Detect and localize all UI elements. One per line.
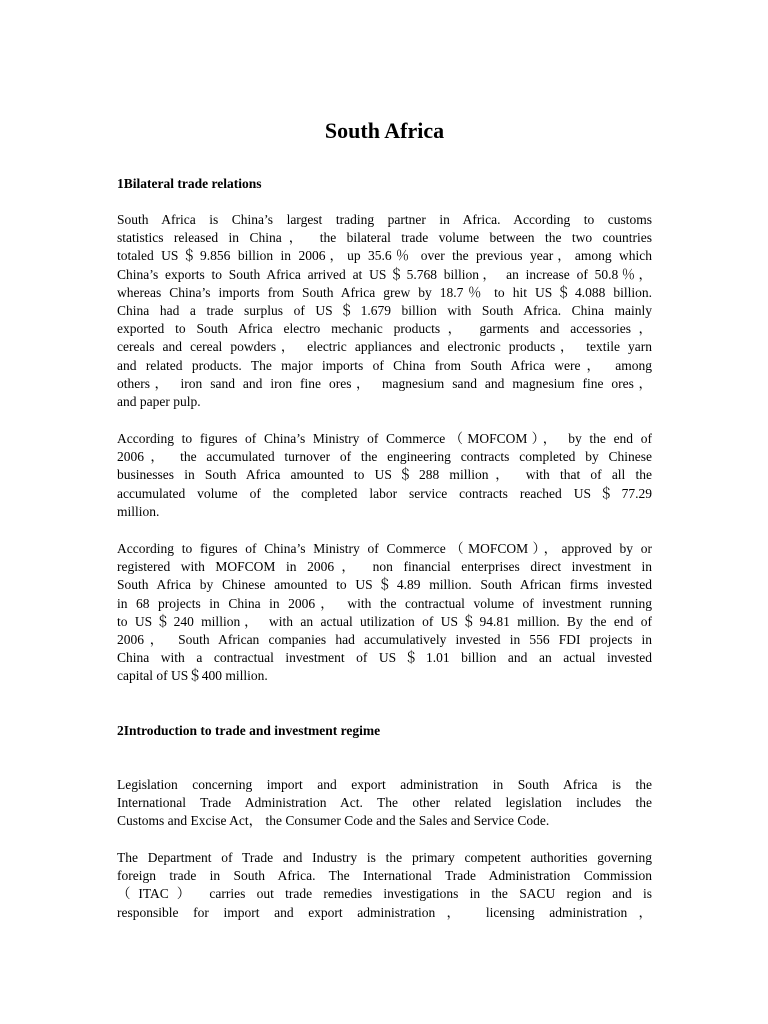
paragraph-line: businesses in South Africa amounted to US＄288 million， with that of all the [117, 467, 652, 483]
paragraph-line: million. [117, 503, 160, 519]
paragraph-competent-authorities [117, 849, 652, 922]
paragraph-line: （ITAC） carries out trade remedies investigations in the SACU region and is [117, 886, 652, 902]
paragraph-line: whereas China’s imports from South Africa grew by 18.7％ to hit US＄4.088 billion. [117, 284, 652, 300]
paragraph-line: 2006， South African companies had accumulatively invested in 556 FDI projects in [117, 631, 652, 647]
paragraph-line: Legislation concerning import and export administration in South Africa is the [117, 777, 652, 792]
section-heading-trade-regime: 2Introduction to trade and investment regime [117, 723, 381, 738]
paragraph-engineering-contracts [117, 430, 652, 521]
paragraph-trade-partner [117, 211, 652, 411]
paragraph-line: and related products. The major imports of China from South Africa were， among [117, 357, 652, 373]
paragraph-line: China had a trade surplus of US＄1.679 billion with South Africa. China mainly [117, 302, 652, 318]
paragraph-line: According to figures of China’s Ministry of Commerce（MOFCOM），approved by or [117, 541, 652, 556]
paragraph-line: others， iron sand and iron fine ores， magnesium sand and magnesium fine ores， [117, 375, 652, 391]
section-heading-bilateral-trade: 1Bilateral trade relations [117, 176, 262, 191]
paragraph-line: According to figures of China’s Ministry of Commerce（MOFCOM）， by the end of [117, 431, 652, 446]
paragraph-line: South Africa by Chinese amounted to US＄4.89 million. South African firms invested [117, 577, 652, 593]
paragraph-line: accumulated volume of the completed labor service contracts reached US＄77.29 [117, 485, 652, 501]
paragraph-line: International Trade Administration Act. The other related legislation includes the [117, 795, 652, 811]
page-title: South Africa [324, 118, 445, 143]
paragraph-line: South Africa is China’s largest trading partner in Africa. According to customs [117, 212, 652, 227]
paragraph-line: exported to South Africa electro mechanic products， garments and accessories， [117, 321, 652, 337]
paragraph-line: China’s exports to South Africa arrived at US＄5.768 billion， an increase of 50.8％， [117, 266, 652, 282]
paragraph-line: in 68 projects in China in 2006， with the contractual volume of investment running [117, 595, 652, 611]
paragraph-legislation [117, 776, 652, 831]
paragraph-line: capital of US＄400 million. [117, 668, 268, 684]
paragraph-line: foreign trade in South Africa. The International Trade Administration Commission [117, 868, 652, 884]
paragraph-line: The Department of Trade and Industry is the primary competent authorities governing [117, 850, 652, 865]
paragraph-line: statistics released in China， the bilateral trade volume between the two countries [117, 230, 652, 246]
paragraph-direct-investment [117, 540, 652, 686]
paragraph-line: totaled US＄9.856 billion in 2006，up 35.6％ over the previous year，among which [117, 248, 652, 264]
paragraph-line: Customs and Excise Act， the Consumer Code and the Sales and Service Code. [117, 813, 550, 829]
paragraph-line: 2006， the accumulated turnover of the engineering contracts completed by Chinese [117, 449, 652, 465]
paragraph-line: China with a contractual investment of US＄1.01 billion and an actual invested [117, 650, 652, 666]
paragraph-line: and paper pulp. [117, 393, 201, 409]
paragraph-line: registered with MOFCOM in 2006， non financial enterprises direct investment in [117, 559, 652, 575]
paragraph-line: cereals and cereal powders， electric appliances and electronic products， textile yarn [117, 339, 652, 355]
paragraph-line: to US＄240 million， with an actual utilization of US＄94.81 million. By the end of [117, 613, 652, 629]
paragraph-line: responsible for import and export administration， licensing administration， [117, 904, 652, 920]
